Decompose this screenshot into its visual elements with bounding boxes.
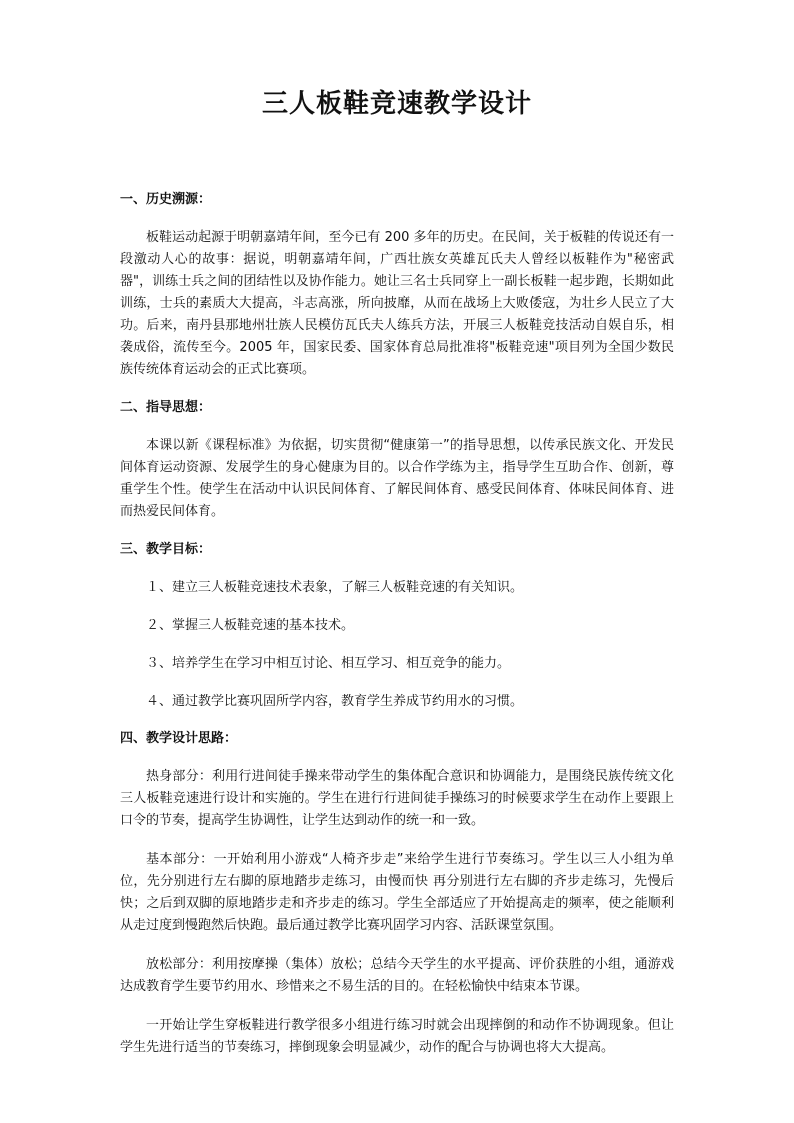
document-title: 三人板鞋竞速教学设计 <box>261 89 532 119</box>
goal-item: ２、掌握三人板鞋竞速的基本技术。 <box>146 618 355 633</box>
section-design-approach <box>120 729 674 1059</box>
section-teaching-goals <box>120 540 674 713</box>
goal-item: ３、培养学生在学习中相互讨论、相互学习、相互竞争的能力。 <box>146 656 511 671</box>
paragraph: 一开始让学生穿板鞋进行教学很多小组进行练习时就会出现摔倒的和动作不协调现象。但让学生先进行适当的节奏练习，摔倒现象会明显减少，动作的配合与协调也将大大提高。 <box>120 1018 674 1055</box>
section-heading: 三、教学目标： <box>120 542 212 557</box>
section-guiding-ideology <box>120 398 674 523</box>
document-body <box>120 190 674 1076</box>
section-history <box>120 190 674 381</box>
section-heading: 一、历史溯源： <box>120 192 212 207</box>
paragraph: 本课以新《课程标准》为依据，切实贯彻“健康第一”的指导思想，以传承民族文化、开发民间体育运动资源、发展学生的身心健康为目的。以合作学练为主，指导学生互助合作、创新，尊重学生个性。使学生在活动中认识民间体育、了解民间体育、感受民间体育、体味民间体育、进而热爱民间体育。 <box>120 438 674 519</box>
section-heading: 四、教学设计思路： <box>120 731 238 746</box>
paragraph: 热身部分：利用行进间徒手操来带动学生的集体配合意识和协调能力，是围绕民族传统文化三人板鞋竞速进行设计和实施的。学生在进行行进间徒手操练习的时候要求学生在动作上要跟上口令的节奏，提高学生协调性，让学生达到动作的统一和一致。 <box>120 769 674 828</box>
section-heading: 二、指导思想： <box>120 400 212 415</box>
goal-item: ４、通过教学比赛巩固所学内容，教育学生养成节约用水的习惯。 <box>146 694 524 709</box>
paragraph: 基本部分：一开始利用小游戏“人椅齐步走”来给学生进行节奏练习。学生以三人小组为单位，先分别进行左右脚的原地踏步走练习，由慢而快 再分别进行左右脚的齐步走练习，先慢后快；之后到双脚的原地踏步走和齐步走的练习。学生全部适应了开始提高走的频率，使之能顺利从走过度到慢跑然后快跑。最后通过教学比赛巩固学习内容、活跃课堂氛围。 <box>120 852 674 933</box>
paragraph: 板鞋运动起源于明朝嘉靖年间，至今已有 200 多年的历史。在民间，关于板鞋的传说还有一段激动人心的故事：据说，明朝嘉靖年间，广西壮族女英雄瓦氏夫人曾经以板鞋作为"秘密武器"，训练士兵之间的团结性以及协作能力。她让三名士兵同穿上一副长板鞋一起步跑，长期如此训练，士兵的素质大大提高，斗志高涨，所向披靡，从而在战场上大败倭寇，为壮乡人民立了大功。后来，南丹县那地州壮族人民模仿瓦氏夫人练兵方法，开展三人板鞋竞技活动自娱自乐，相袭成俗，流传至今。2005 年，国家民委、国家体育总局批准将"板鞋竞速"项目列为全国少数民族传统体育运动会的正式比赛项。 <box>120 230 674 377</box>
paragraph: 放松部分：利用按摩操（集体）放松；总结今天学生的水平提高、评价获胜的小组，通游戏达成教育学生要节约用水、珍惜来之不易生活的目的。在轻松愉快中结束本节课。 <box>120 957 674 994</box>
goal-item: １、建立三人板鞋竞速技术表象，了解三人板鞋竞速的有关知识。 <box>146 580 524 595</box>
